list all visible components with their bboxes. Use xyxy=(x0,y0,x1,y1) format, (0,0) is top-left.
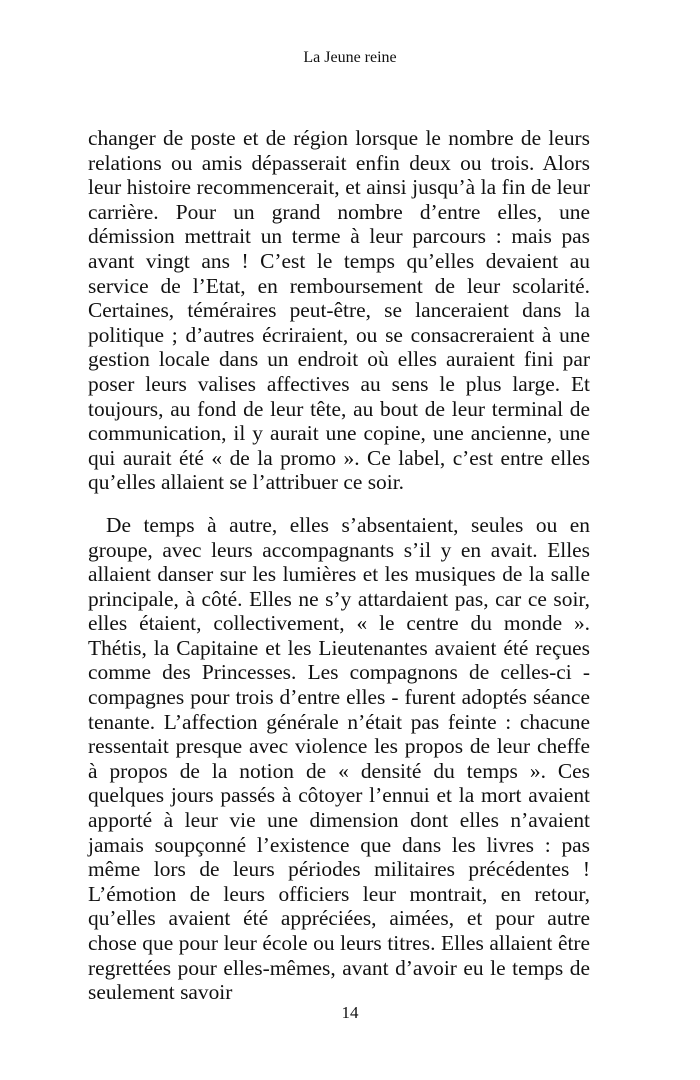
running-header-title: La Jeune reine xyxy=(303,49,397,66)
page-body xyxy=(88,126,590,1005)
paragraph-continued: changer de poste et de région lorsque le nombre de leurs relations ou amis dépasserait enfin deux ou trois. Alors leur histoire recommencerait, et ainsi jusqu’à la fin de leur carrière. Pour un grand nombre d’entre elles, une démission mettrait un terme à leur parcours : mais pas avant vingt ans ! C’est le temps qu’elles devaient au service de l’Etat, en remboursement de leur scolarité. Certaines, téméraires peut-être, se lanceraient dans la politique ; d’autres écriraient, ou se consacreraient à une gestion locale dans un endroit où elles auraient fini par poser leurs valises affectives au sens le plus large. Et toujours, au fond de leur tête, au bout de leur terminal de communication, il y aurait une copine, une ancienne, une qui aurait été « de la promo ». Ce label, c’est entre elles qu’elles allaient se l’attribuer ce soir. xyxy=(88,126,590,495)
page-number: 14 xyxy=(341,1003,359,1022)
paragraph-new: De temps à autre, elles s’absentaient, seules ou en groupe, avec leurs accompagnants s’il y en avait. Elles allaient danser sur les lumières et les musiques de la salle principale, à côté. Elles ne s’y attardaient pas, car ce soir, elles étaient, collectivement, « le centre du monde ». Thétis, la Capitaine et les Lieutenantes avaient été reçues comme des Princesses. Les compagnons de celles-ci - compagnes pour trois d’entre elles - furent adoptés séance tenante. L’affection générale n’était pas feinte : chacune ressentait presque avec violence les propos de leur cheffe à propos de la notion de « densité du temps ». Ces quelques jours passés à côtoyer l’ennui et la mort avaient apporté à leur vie une dimension dont elles n’avaient jamais soupçonné l’existence que dans les livres : pas même lors de leurs périodes militaires précédentes ! L’émotion de leurs officiers leur montrait, en retour, qu’elles avaient été appréciées, aimées, et pour autre chose que pour leur école ou leurs titres. Elles allaient être regrettées pour elles-mêmes, avant d’avoir eu le temps de seulement savoir xyxy=(88,512,590,1005)
